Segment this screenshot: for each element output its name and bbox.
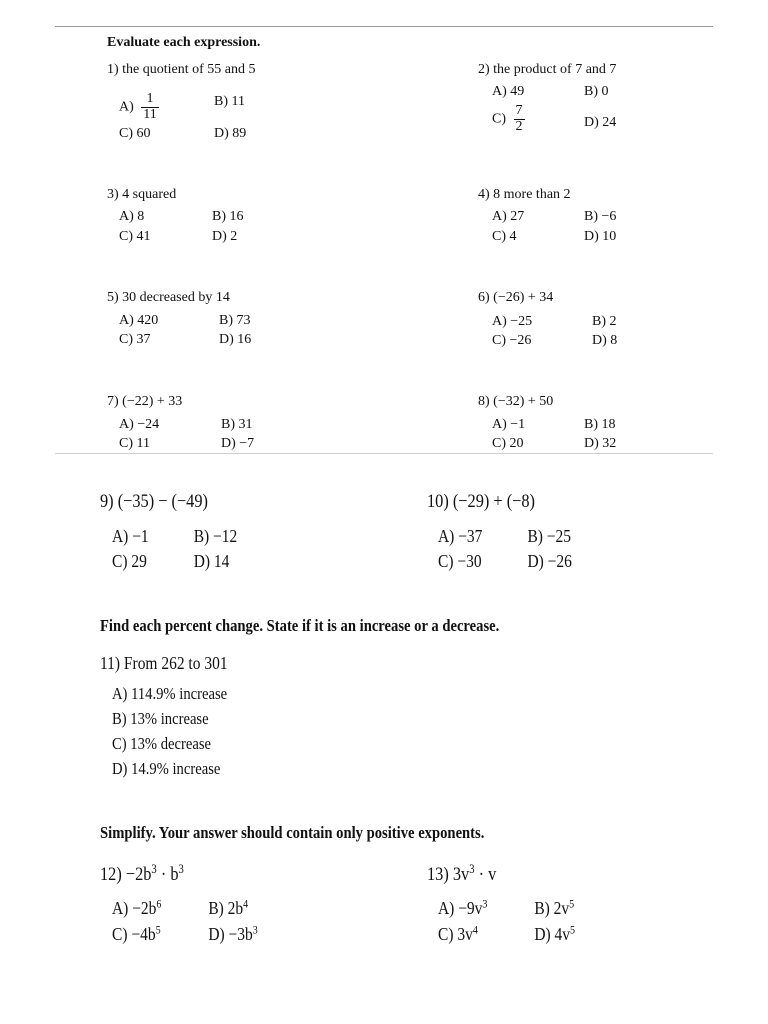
option-c[interactable]: C) 4 [492,229,517,244]
option-b[interactable]: B) 73 [219,313,251,328]
option-a[interactable]: A) 114.9% increase [112,684,228,703]
option-b[interactable]: B) 2 [592,314,617,329]
option-d[interactable]: D) 32 [584,436,617,451]
question-label: 8) (−32) + 50 [478,394,554,409]
option-d[interactable]: D) −26 [527,551,572,571]
option-c[interactable]: C) 20 [492,436,524,451]
option-a[interactable]: A) $\frac{1}{11}$ [119,91,157,122]
question-label: 1) the quotient of 55 and 5 [107,62,256,77]
option-d[interactable]: D) 2 [212,229,238,244]
option-a[interactable]: $A) -2b^6$ [112,897,162,918]
option-b[interactable]: B) 16 [212,209,244,224]
question-label: 7) (−22) + 33 [107,394,183,409]
question-label: 5) 30 decreased by 14 [107,290,230,305]
option-c[interactable]: C) 11 [119,436,150,451]
option-a[interactable]: A) 8 [119,209,145,224]
option-b[interactable]: B) 0 [584,84,609,99]
option-d[interactable]: D) 24 [584,115,617,130]
option-b[interactable]: B) −25 [527,526,572,546]
option-c[interactable]: C) 13% decrease [112,734,212,753]
fraction: $\frac{1}{11}$ [143,91,157,122]
option-a[interactable]: A) −25 [492,314,533,329]
option-c[interactable]: C) $3v^4$ [438,923,478,944]
question-label: 10) (−29) + (−8) [427,491,535,512]
option-d[interactable]: D) 16 [219,332,252,347]
option-a[interactable]: A) −1 [112,526,149,546]
option-c[interactable]: C) 37 [119,332,151,347]
question-label: 6) (−26) + 34 [478,290,554,305]
option-c[interactable]: C) $\frac{7}{2}$ [492,103,523,134]
option-a[interactable]: A) −37 [438,526,483,546]
option-d[interactable]: D) 10 [584,229,617,244]
question-label: 11) From 262 to 301 [100,653,228,673]
question-label: 2) the product of 7 and 7 [478,62,617,77]
top-divider [55,26,713,27]
option-a[interactable]: A) 27 [492,209,525,224]
section-heading-simplify: Simplify. Your answer should contain only positive exponents. [100,823,485,842]
option-a[interactable]: $A) -9v^3$ [438,897,488,918]
option-b[interactable]: B) 11 [214,94,245,109]
option-d[interactable]: D) $4v^5$ [534,923,576,944]
option-c[interactable]: C) 29 [112,551,147,571]
option-a[interactable]: A) −24 [119,417,160,432]
page-seam-divider [55,453,713,454]
option-a[interactable]: A) −1 [492,417,526,432]
option-c[interactable]: C) 60 [119,126,151,141]
option-c[interactable]: C) −26 [492,333,532,348]
option-a[interactable]: A) 420 [119,313,159,328]
option-b[interactable]: B) −6 [584,209,617,224]
option-b[interactable]: B) 13% increase [112,709,209,728]
option-d[interactable]: D) 8 [592,333,618,348]
section-heading-percent-change: Find each percent change. State if it is an increase or a decrease. [100,616,500,635]
option-d[interactable]: D) −7 [221,436,255,451]
option-d[interactable]: D) 14 [193,551,230,571]
option-b[interactable]: B) 18 [584,417,616,432]
fraction: $\frac{7}{2}$ [515,103,523,134]
option-d[interactable]: $D) -3b^3$ [208,923,258,944]
question-label: $12) -2b^3 \cdot b^3$ [100,862,184,885]
question-label: 4) 8 more than 2 [478,187,571,202]
option-a[interactable]: A) 49 [492,84,525,99]
option-c[interactable]: C) 41 [119,229,151,244]
option-b[interactable]: B) $2v^5$ [534,897,575,918]
question-label: 3) 4 squared [107,187,177,202]
option-c[interactable]: $C) -4b^5$ [112,923,161,944]
option-b[interactable]: B) 31 [221,417,253,432]
question-label: 9) (−35) − (−49) [100,491,208,512]
option-c[interactable]: C) −30 [438,551,482,571]
option-d[interactable]: D) 89 [214,126,247,141]
option-b[interactable]: B) $2b^4$ [208,897,249,918]
section-heading-evaluate: Evaluate each expression. [107,35,261,50]
option-b[interactable]: B) −12 [193,526,238,546]
option-d[interactable]: D) 14.9% increase [112,759,221,778]
question-label: 13) $3v^3 \cdot v$ [427,862,497,885]
